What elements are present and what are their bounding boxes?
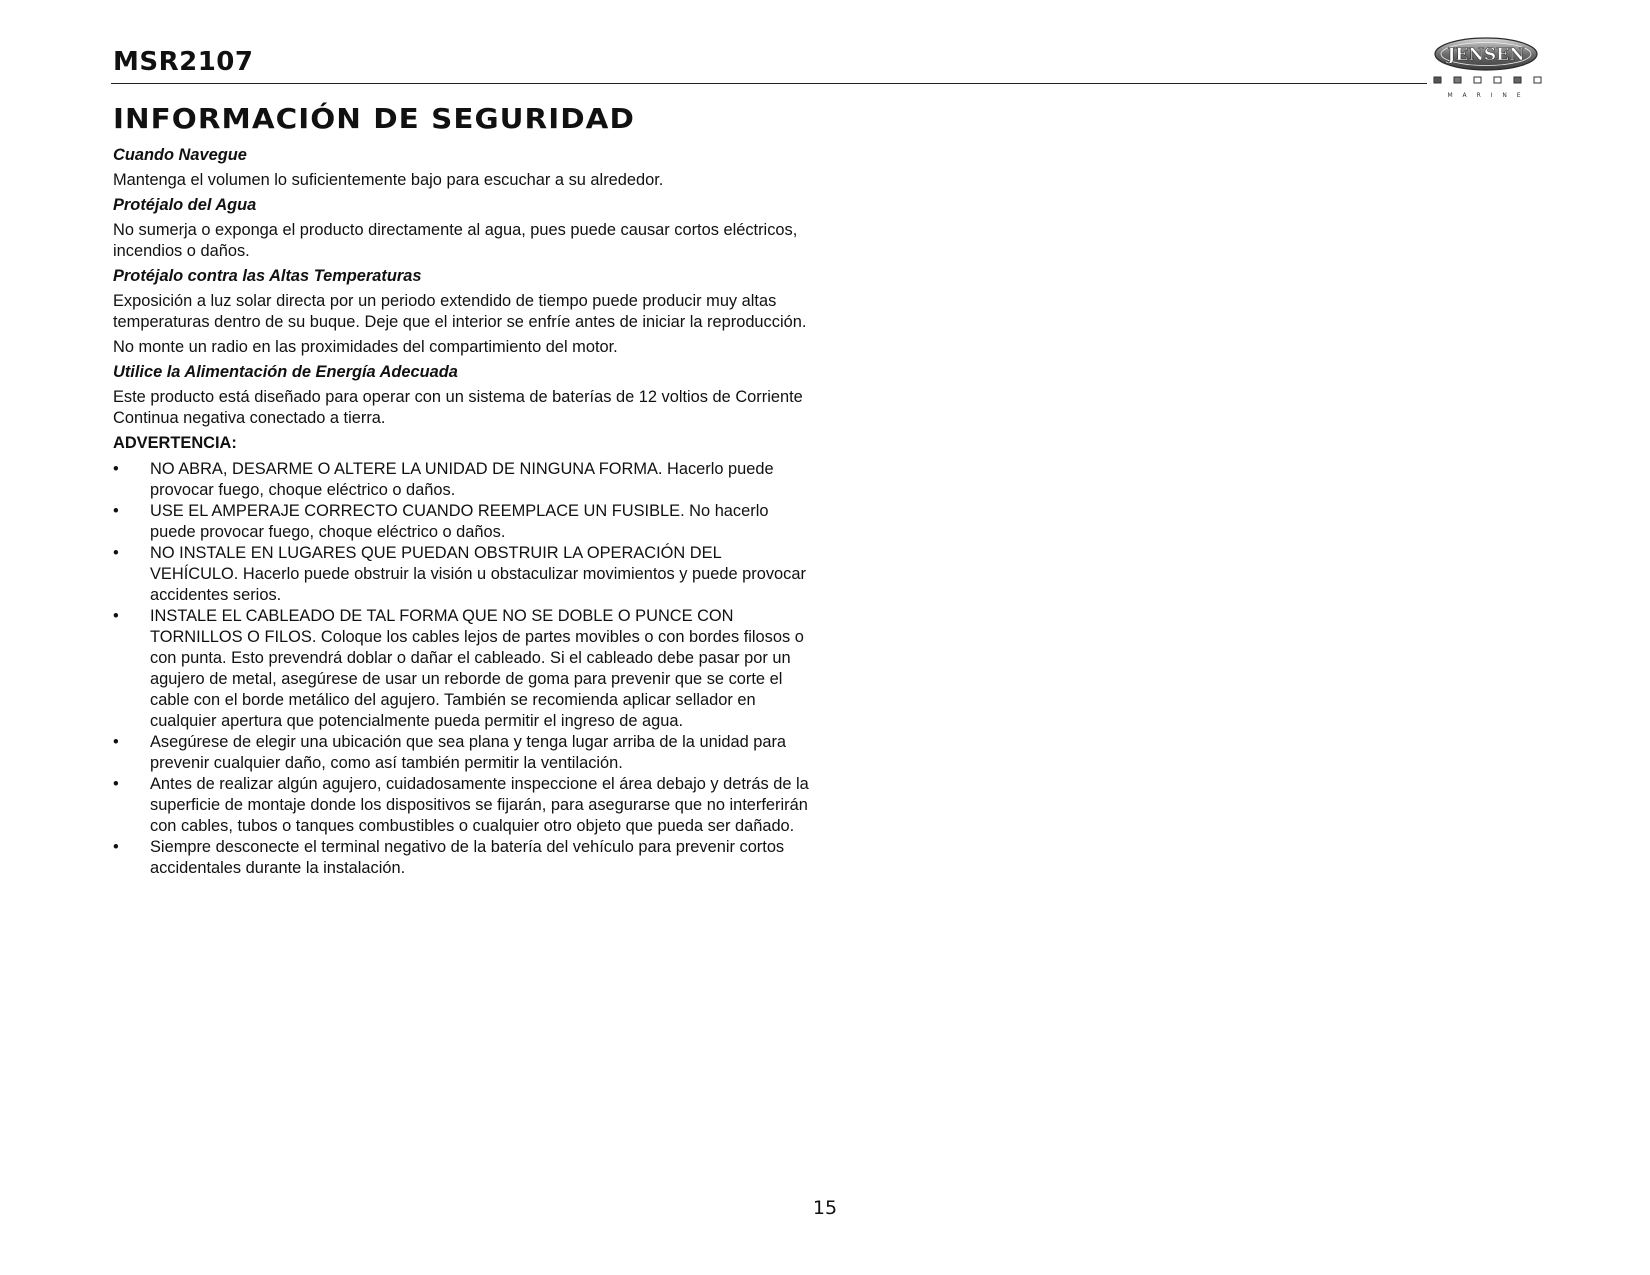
jensen-marine-logo — [1432, 36, 1542, 102]
text-power: Este producto está diseñado para operar con un sistema de baterías de 12 voltios de Corriente Continua negativa conectado a tierra. — [113, 388, 803, 427]
warning-list — [113, 459, 813, 879]
header-rule — [111, 83, 1427, 84]
warning-item-text: Siempre desconecte el terminal negativo de la batería del vehículo para prevenir cortos accidentales durante la instalación. — [150, 838, 785, 877]
heading-power: Utilice la Alimentación de Energía Adecuada — [113, 363, 458, 381]
text-heat-1: Exposición a luz solar directa por un periodo extendido de tiempo puede producir muy altas temperaturas dentro de su buque. Deje que el interior se enfríe antes de iniciar la reproducción. — [113, 292, 807, 331]
page-title: INFORMACIÓN DE SEGURIDAD — [113, 102, 635, 135]
model-number: MSR2107 — [113, 47, 254, 77]
bullet-marker: • — [113, 544, 119, 562]
bullet-marker: • — [113, 775, 119, 793]
logo-icon-row — [1434, 77, 1541, 83]
bullet-marker: • — [113, 460, 119, 478]
text-heat-2: No monte un radio en las proximidades del compartimiento del motor. — [113, 338, 618, 356]
warning-item-text: INSTALE EL CABLEADO DE TAL FORMA QUE NO SE DOBLE O PUNCE CON TORNILLOS O FILOS. Coloque los cables lejos de partes movibles o con bordes filosos o con punta. Esto prevendrá doblar o dañar el cableado. Si el cableado debe pasar por un agujero de metal, asegúrese de usar un reborde de goma para prevenir que se corte el cable con el borde metálico del agujero. También se recomienda aplicar sellador en cualquier apertura que potencialmente pueda permitir el ingreso de agua. — [150, 607, 804, 730]
warning-item — [113, 837, 813, 879]
bullet-marker: • — [113, 733, 119, 751]
text-navigate: Mantenga el volumen lo suficientemente bajo para escuchar a su alrededor. — [113, 171, 664, 189]
heading-water: Protéjalo del Agua — [113, 196, 257, 214]
warning-item — [113, 459, 813, 501]
warning-item — [113, 774, 813, 837]
bullet-marker: • — [113, 502, 119, 520]
page-number: 15 — [812, 1197, 838, 1219]
heading-heat: Protéjalo contra las Altas Temperaturas — [113, 267, 422, 285]
warning-label: ADVERTENCIA: — [113, 434, 237, 452]
warning-item — [113, 501, 813, 543]
warning-item — [113, 606, 813, 732]
warning-item-text: Antes de realizar algún agujero, cuidadosamente inspeccione el área debajo y detrás de la superficie de montaje donde los dispositivos se fijarán, para asegurarse que no interferirán con cables, tubos o tanques combustibles o cualquier otro objeto que pueda ser dañado. — [150, 775, 809, 835]
warning-item-text: USE EL AMPERAJE CORRECTO CUANDO REEMPLACE UN FUSIBLE. No hacerlo puede provocar fuego, choque eléctrico o daños. — [150, 502, 769, 541]
warning-item-text: NO INSTALE EN LUGARES QUE PUEDAN OBSTRUIR LA OPERACIÓN DEL VEHÍCULO. Hacerlo puede obstruir la visión u obstaculizar movimientos y puede provocar accidentes serios. — [150, 544, 806, 604]
logo-sub-text: M A R I N E — [1447, 92, 1525, 99]
heading-navigate: Cuando Navegue — [113, 146, 247, 164]
warning-item-text: Asegúrese de elegir una ubicación que sea plana y tenga lugar arriba de la unidad para prevenir cualquier daño, como así también permitir la ventilación. — [150, 733, 787, 772]
bullet-marker: • — [113, 838, 119, 856]
warning-item — [113, 543, 813, 606]
text-water: No sumerja o exponga el producto directamente al agua, pues puede causar cortos eléctricos, incendios o daños. — [113, 221, 798, 260]
logo-brand-text: JENSEN — [1447, 45, 1525, 65]
warning-item — [113, 732, 813, 774]
warning-item-text: NO ABRA, DESARME O ALTERE LA UNIDAD DE NINGUNA FORMA. Hacerlo puede provocar fuego, choque eléctrico o daños. — [150, 460, 774, 499]
safety-content — [113, 145, 813, 879]
bullet-marker: • — [113, 607, 119, 625]
